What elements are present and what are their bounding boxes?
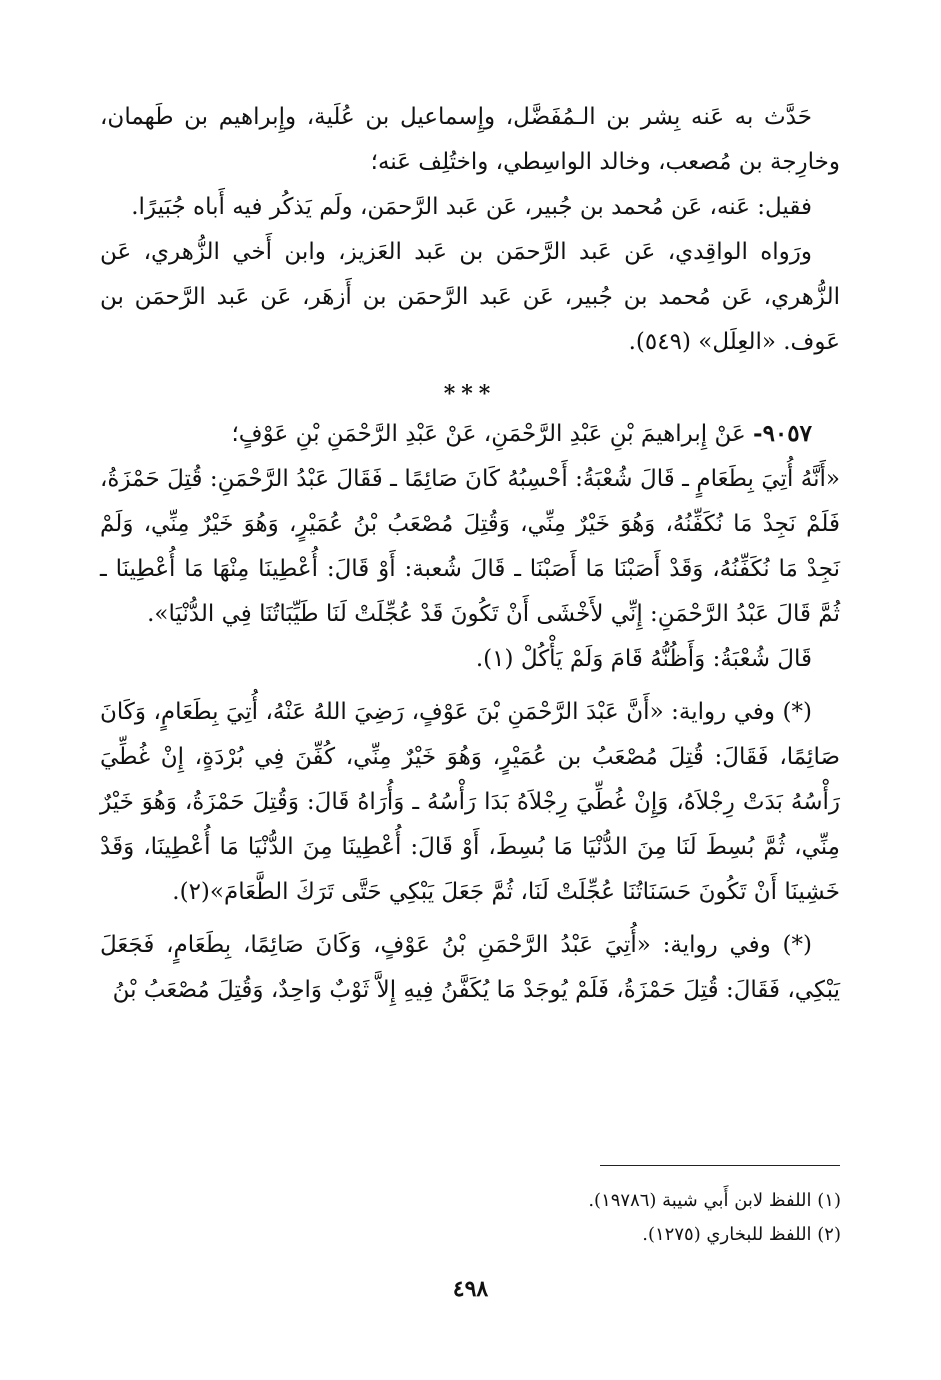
hadith-note: قَالَ شُعْبَةُ: وَأَظُنُّهُ قَامَ وَلَمْ يَأْكُلْ (١). — [475, 646, 812, 672]
paragraph-3: ورَواه الواقِدي، عَن عَبد الرَّحمَن بن عَبد العَزيز، وابن أَخي الزُّهري، عَن الزُّهري، عَن مُحمد بن جُبير، عَن عَبد الرَّحمَن بن أَزهَر، عَن عَبد الرَّحمَن بن عَوف. «العِلَل» (٥٤٩). — [100, 239, 840, 355]
hadith-text: «أَنَّهُ أُتِيَ بِطَعَامٍ ـ قَالَ شُعْبَةُ: أَحْسِبُهُ كَانَ صَائِمًا ـ فَقَالَ عَبْدُ الرَّحْمَنِ: قُتِلَ حَمْزَةُ، فَلَمْ نَجِدْ مَا نُكَفِّنُهُ، وَهُوَ خَيْرٌ مِنِّي، وَقُتِلَ مُصْعَبُ بْنُ عُمَيْرٍ، وَهُوَ خَيْرٌ مِنِّي، وَلَمْ نَجِدْ مَا نُكَفِّنُهُ، وَقَدْ أَصَبْنَا مَا أَصَبْنَا ـ قَالَ شُعبة: أَوْ قَالَ: أُعْطِينَا مِنْهَا مَا أُعْطِينَا ـ ثُمَّ قَالَ عَبْدُ الرَّحْمَنِ: إِنِّي لأَخْشَى أَنْ تَكُونَ قَدْ عُجِّلَتْ لَنَا طَيِّبَاتُنَا فِي الدُّنْيَا». — [100, 466, 840, 627]
page-number: ٤٩٨ — [452, 1276, 489, 1302]
section-separator: *** — [443, 381, 497, 407]
footnote-1: (١) اللفظ لابن أَبي شيبة (١٩٧٨٦). — [588, 1190, 841, 1211]
riwaya-2: (*) وفي رواية: «أُتِيَ عَبْدُ الرَّحْمَنِ بْنُ عَوْفٍ، وَكَانَ صَائِمًا، بِطَعَامٍ، فَجَعَلَ يَبْكِي، فَقَالَ: قُتِلَ حَمْزَةُ، فَلَمْ يُوجَدْ مَا يُكَفَّنُ فِيهِ إِلاَّ ثَوْبٌ وَاحِدٌ، وَقُتِلَ مُصْعَبُ بْنُ — [100, 932, 840, 1003]
hadith-heading — [100, 411, 840, 457]
footnote-divider — [600, 1165, 840, 1166]
hadith-number: ٩٠٥٧- — [753, 420, 812, 447]
hadith-chain: عَنْ إِبراهيمَ بْنِ عَبْدِ الرَّحْمَنِ، عَنْ عَبْدِ الرَّحْمَنِ بْنِ عَوْفٍ؛ — [231, 421, 746, 447]
paragraph-1: حَدَّث به عَنه بِشر بن الـمُفَضَّل، وإِسماعيل بن عُلَية، وإِبراهيم بن طَهمان، وخارِجة بن مُصعب، وخالد الواسِطي، واختُلِف عَنه؛ — [100, 104, 840, 175]
page-body — [100, 95, 840, 1013]
paragraph-2: فقيل: عَنه، عَن مُحمد بن جُبير، عَن عَبد الرَّحمَن، ولَم يَذكُر فيه أَباه جُبَيرًا. — [131, 194, 812, 220]
footnote-2: (٢) اللفظ للبخاري (١٢٧٥). — [642, 1224, 841, 1245]
riwaya-1: (*) وفي رواية: «أَنَّ عَبْدَ الرَّحْمَنِ بْنَ عَوْفٍ، رَضِيَ اللهُ عَنْهُ، أُتِيَ بِطَعَامٍ، وَكَانَ صَائِمًا، فَقَالَ: قُتِلَ مُصْعَبُ بن عُمَيْرٍ، وَهُوَ خَيْرٌ مِنِّي، كُفِّنَ فِي بُرْدَةٍ، إِنْ غُطِّيَ رَأْسُهُ بَدَتْ رِجْلاَهُ، وَإِنْ غُطِّيَ رِجْلاَهُ بَدَا رَأْسُهُ ـ وَأُرَاهُ قَالَ: وَقُتِلَ حَمْزَةُ، وَهُوَ خَيْرٌ مِنِّي، ثُمَّ بُسِطَ لَنَا مِنَ الدُّنْيَا مَا بُسِطَ، أَوْ قَالَ: أُعْطِينَا مِنَ الدُّنْيَا مَا أُعْطِينَا، وَقَدْ خَشِينَا أَنْ تَكُونَ حَسَنَاتُنَا عُجِّلَتْ لَنَا، ثُمَّ جَعَلَ يَبْكِي حَتَّى تَرَكَ الطَّعَامَ»(٢). — [100, 699, 840, 905]
